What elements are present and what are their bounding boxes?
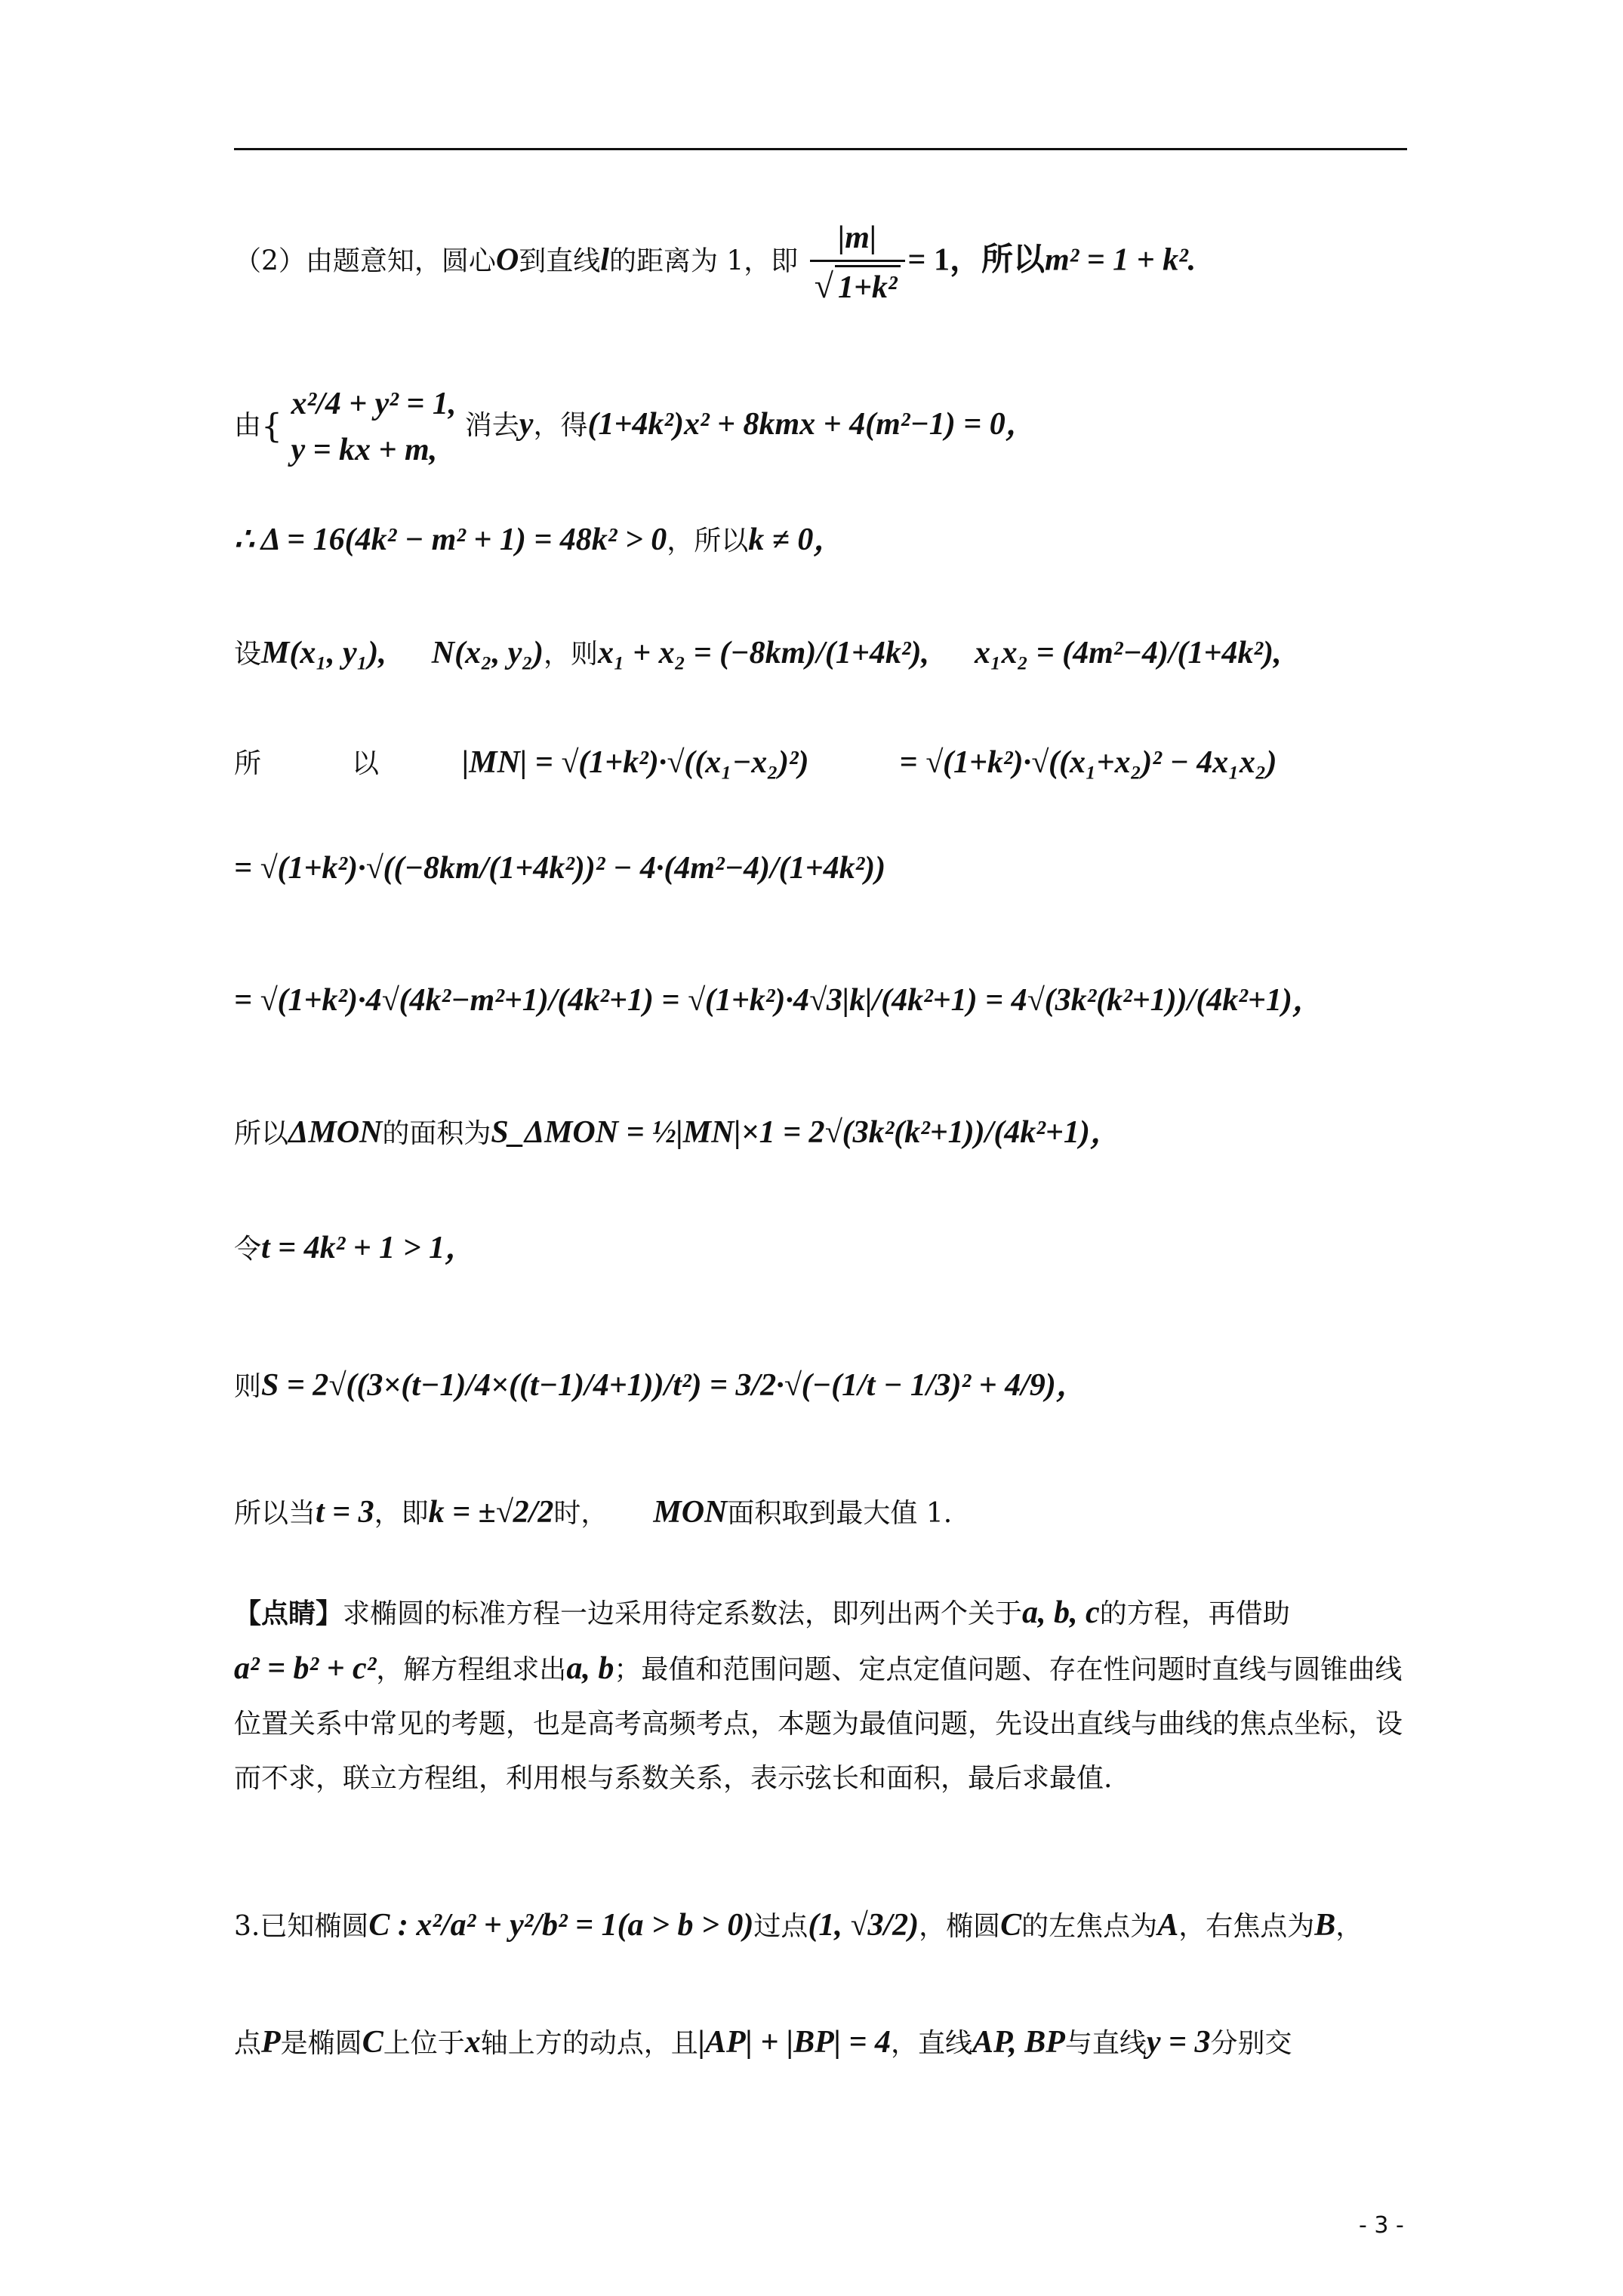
- vieta-product: x₁x₂ = (4m²−4)/(1+4k²),: [974, 636, 1282, 670]
- system-eq-1: x²/4 + y² = 1,: [291, 387, 457, 421]
- chord-length-substituted: = √(1+k²)·√((−8km/(1+4k²))² − 4·(4m²−4)/(1+4k²)): [234, 851, 886, 886]
- text: 的面积为: [382, 1118, 491, 1149]
- text: 令: [234, 1234, 262, 1265]
- vieta-sum: x₁ + x₂ = (−8km)/(1+4k²),: [598, 636, 929, 670]
- text: 与直线: [1064, 2028, 1147, 2059]
- text: = 1，所以: [907, 242, 1045, 278]
- text: 所: [234, 748, 262, 779]
- math-O: O: [495, 242, 519, 278]
- text: 消去: [464, 409, 519, 441]
- solution-line-6: [234, 849, 885, 887]
- text: 所以: [234, 1118, 289, 1149]
- lines-AP-BP: AP, BP: [972, 2025, 1065, 2060]
- text: 分别交: [1210, 2028, 1292, 2059]
- text: ，椭圆: [919, 1911, 1001, 1942]
- point-coordinates: (1, √3/2): [808, 1908, 919, 1943]
- text: ，直线: [890, 2028, 972, 2059]
- text: 到直线: [519, 245, 601, 277]
- text: 的左焦点为: [1021, 1911, 1158, 1942]
- solution-line-4: [234, 634, 1282, 672]
- chord-length-simplified: = √(1+k²)·4√(4k²−m²+1)/(4k²+1) = √(1+k²)·4√3|k|/(4k²+1) = 4√(3k²(k²+1))/(4k²+1)，: [234, 983, 1324, 1018]
- point-N: N(x₂, y₂): [431, 636, 544, 670]
- solution-line-9: [234, 1229, 476, 1267]
- solution-line-5: [234, 744, 1277, 781]
- header-rule: [234, 148, 1407, 150]
- text: 3.已知椭圆: [234, 1911, 369, 1942]
- math-A: A: [1157, 1908, 1179, 1943]
- text: 过点: [753, 1911, 808, 1942]
- text: ；最值和范围问题、定点定值问题、存在性问题时直线与圆锥曲线位置关系中常见的考题，也是高考高频考点，本题为最值问题，先设出直线与曲线的焦点坐标，设而不求，联立方程组，利用根与系数关系，表示弦长和面积，最后求最值.: [234, 1654, 1403, 1794]
- math-y: y: [519, 406, 534, 442]
- text: ，得: [533, 409, 588, 441]
- text: 求椭圆的标准方程一边采用待定系数法，即列出两个关于: [343, 1598, 1023, 1629]
- point-M: M(x₁, y₁),: [261, 636, 387, 670]
- text: ，即: [374, 1498, 429, 1529]
- distance-fraction: $\frac{|m|}{\text{√ 1+k²}}$: [810, 219, 905, 307]
- text: 面积取到最大值 1.: [727, 1498, 953, 1529]
- solution-line-10: [234, 1367, 1088, 1404]
- t-equals-3: t = 3: [316, 1495, 374, 1530]
- page-number: - 3 -: [1359, 2212, 1404, 2239]
- fraction-numerator: |m|: [810, 219, 905, 262]
- text: ，右焦点为: [1178, 1911, 1315, 1942]
- triangle-MON: ΔMON: [288, 1115, 383, 1150]
- question-3-line-1: [234, 1906, 1363, 1944]
- equation-system: [291, 381, 456, 473]
- text: ，所以: [667, 525, 749, 556]
- solution-line-1: [234, 219, 1196, 307]
- text: ，则: [544, 639, 599, 670]
- question-3-line-2: [234, 2023, 1292, 2061]
- math-m-squared: m² = 1 + k².: [1044, 242, 1196, 278]
- solution-line-7: [234, 982, 1324, 1019]
- text: 设: [234, 639, 262, 670]
- brace: {: [261, 407, 283, 446]
- math-B: B: [1314, 1908, 1336, 1943]
- math-P: P: [261, 2025, 281, 2060]
- solution-line-11: [234, 1493, 952, 1531]
- comment-paragraph: [234, 1586, 1407, 1806]
- math-x: x: [464, 2025, 481, 2060]
- text: 上位于: [383, 2028, 465, 2059]
- area-formula: S_ΔMON = ½|MN|×1 = 2√(3k²(k²+1))/(4k²+1)，: [491, 1115, 1122, 1150]
- math-a2-b2-c2: a² = b² + c²: [234, 1651, 377, 1686]
- math-k-nonzero: k ≠ 0，: [748, 522, 845, 557]
- text: 轴上方的动点，且: [480, 2028, 698, 2059]
- text: 时，: [553, 1498, 608, 1529]
- system-eq-2: y = kx + m,: [291, 432, 438, 467]
- text: 是椭圆: [280, 2028, 362, 2059]
- text: 则: [234, 1371, 262, 1402]
- substitution-t: t = 4k² + 1 > 1，: [261, 1231, 477, 1265]
- focal-sum: |AP| + |BP| = 4: [698, 2025, 891, 2060]
- discriminant: ∴ Δ = 16(4k² − m² + 1) = 48k² > 0: [234, 522, 667, 557]
- solution-line-2: [234, 381, 1037, 473]
- solution-line-3: [234, 521, 845, 559]
- text: ，: [1335, 1911, 1363, 1942]
- chord-length: |MN| = √(1+k²)·√((x₁−x₂)²): [462, 745, 809, 780]
- math-C: C: [362, 2025, 383, 2060]
- quadratic-equation: (1+4k²)x² + 8kmx + 4(m²−1) = 0，: [587, 406, 1037, 442]
- area-in-t: S = 2√((3×(t−1)/4×((t−1)/4+1))/t²) = 3/2·√(−(1/t − 1/3)² + 4/9)，: [261, 1368, 1088, 1403]
- text: 的距离为 1，即: [608, 245, 799, 277]
- chord-length-expanded: = √(1+k²)·√((x₁+x₂)² − 4x₁x₂): [899, 745, 1277, 780]
- k-value: k = ±√2/2: [428, 1495, 554, 1530]
- text: （2）由题意知，圆心: [234, 245, 496, 277]
- text: 点: [234, 2028, 262, 2059]
- comment-label: 【点睛】: [234, 1598, 343, 1629]
- math-abc: a, b, c: [1022, 1595, 1100, 1630]
- math-C: C: [1000, 1908, 1022, 1943]
- math-ab: a, b: [566, 1651, 614, 1686]
- text: 所以当: [234, 1498, 316, 1529]
- math-l: l: [600, 242, 609, 278]
- text: 以: [352, 748, 380, 779]
- text: 由: [234, 409, 262, 441]
- fraction-denominator: 1+k²: [835, 265, 901, 307]
- line-y-3: y = 3: [1146, 2025, 1211, 2060]
- text: 的方程，再借助: [1099, 1598, 1290, 1629]
- ellipse-equation: C : x²/a² + y²/b² = 1(a > b > 0): [368, 1908, 754, 1943]
- solution-line-8: [234, 1114, 1122, 1151]
- text: ，解方程组求出: [376, 1654, 567, 1685]
- math-MON: MON: [653, 1495, 728, 1530]
